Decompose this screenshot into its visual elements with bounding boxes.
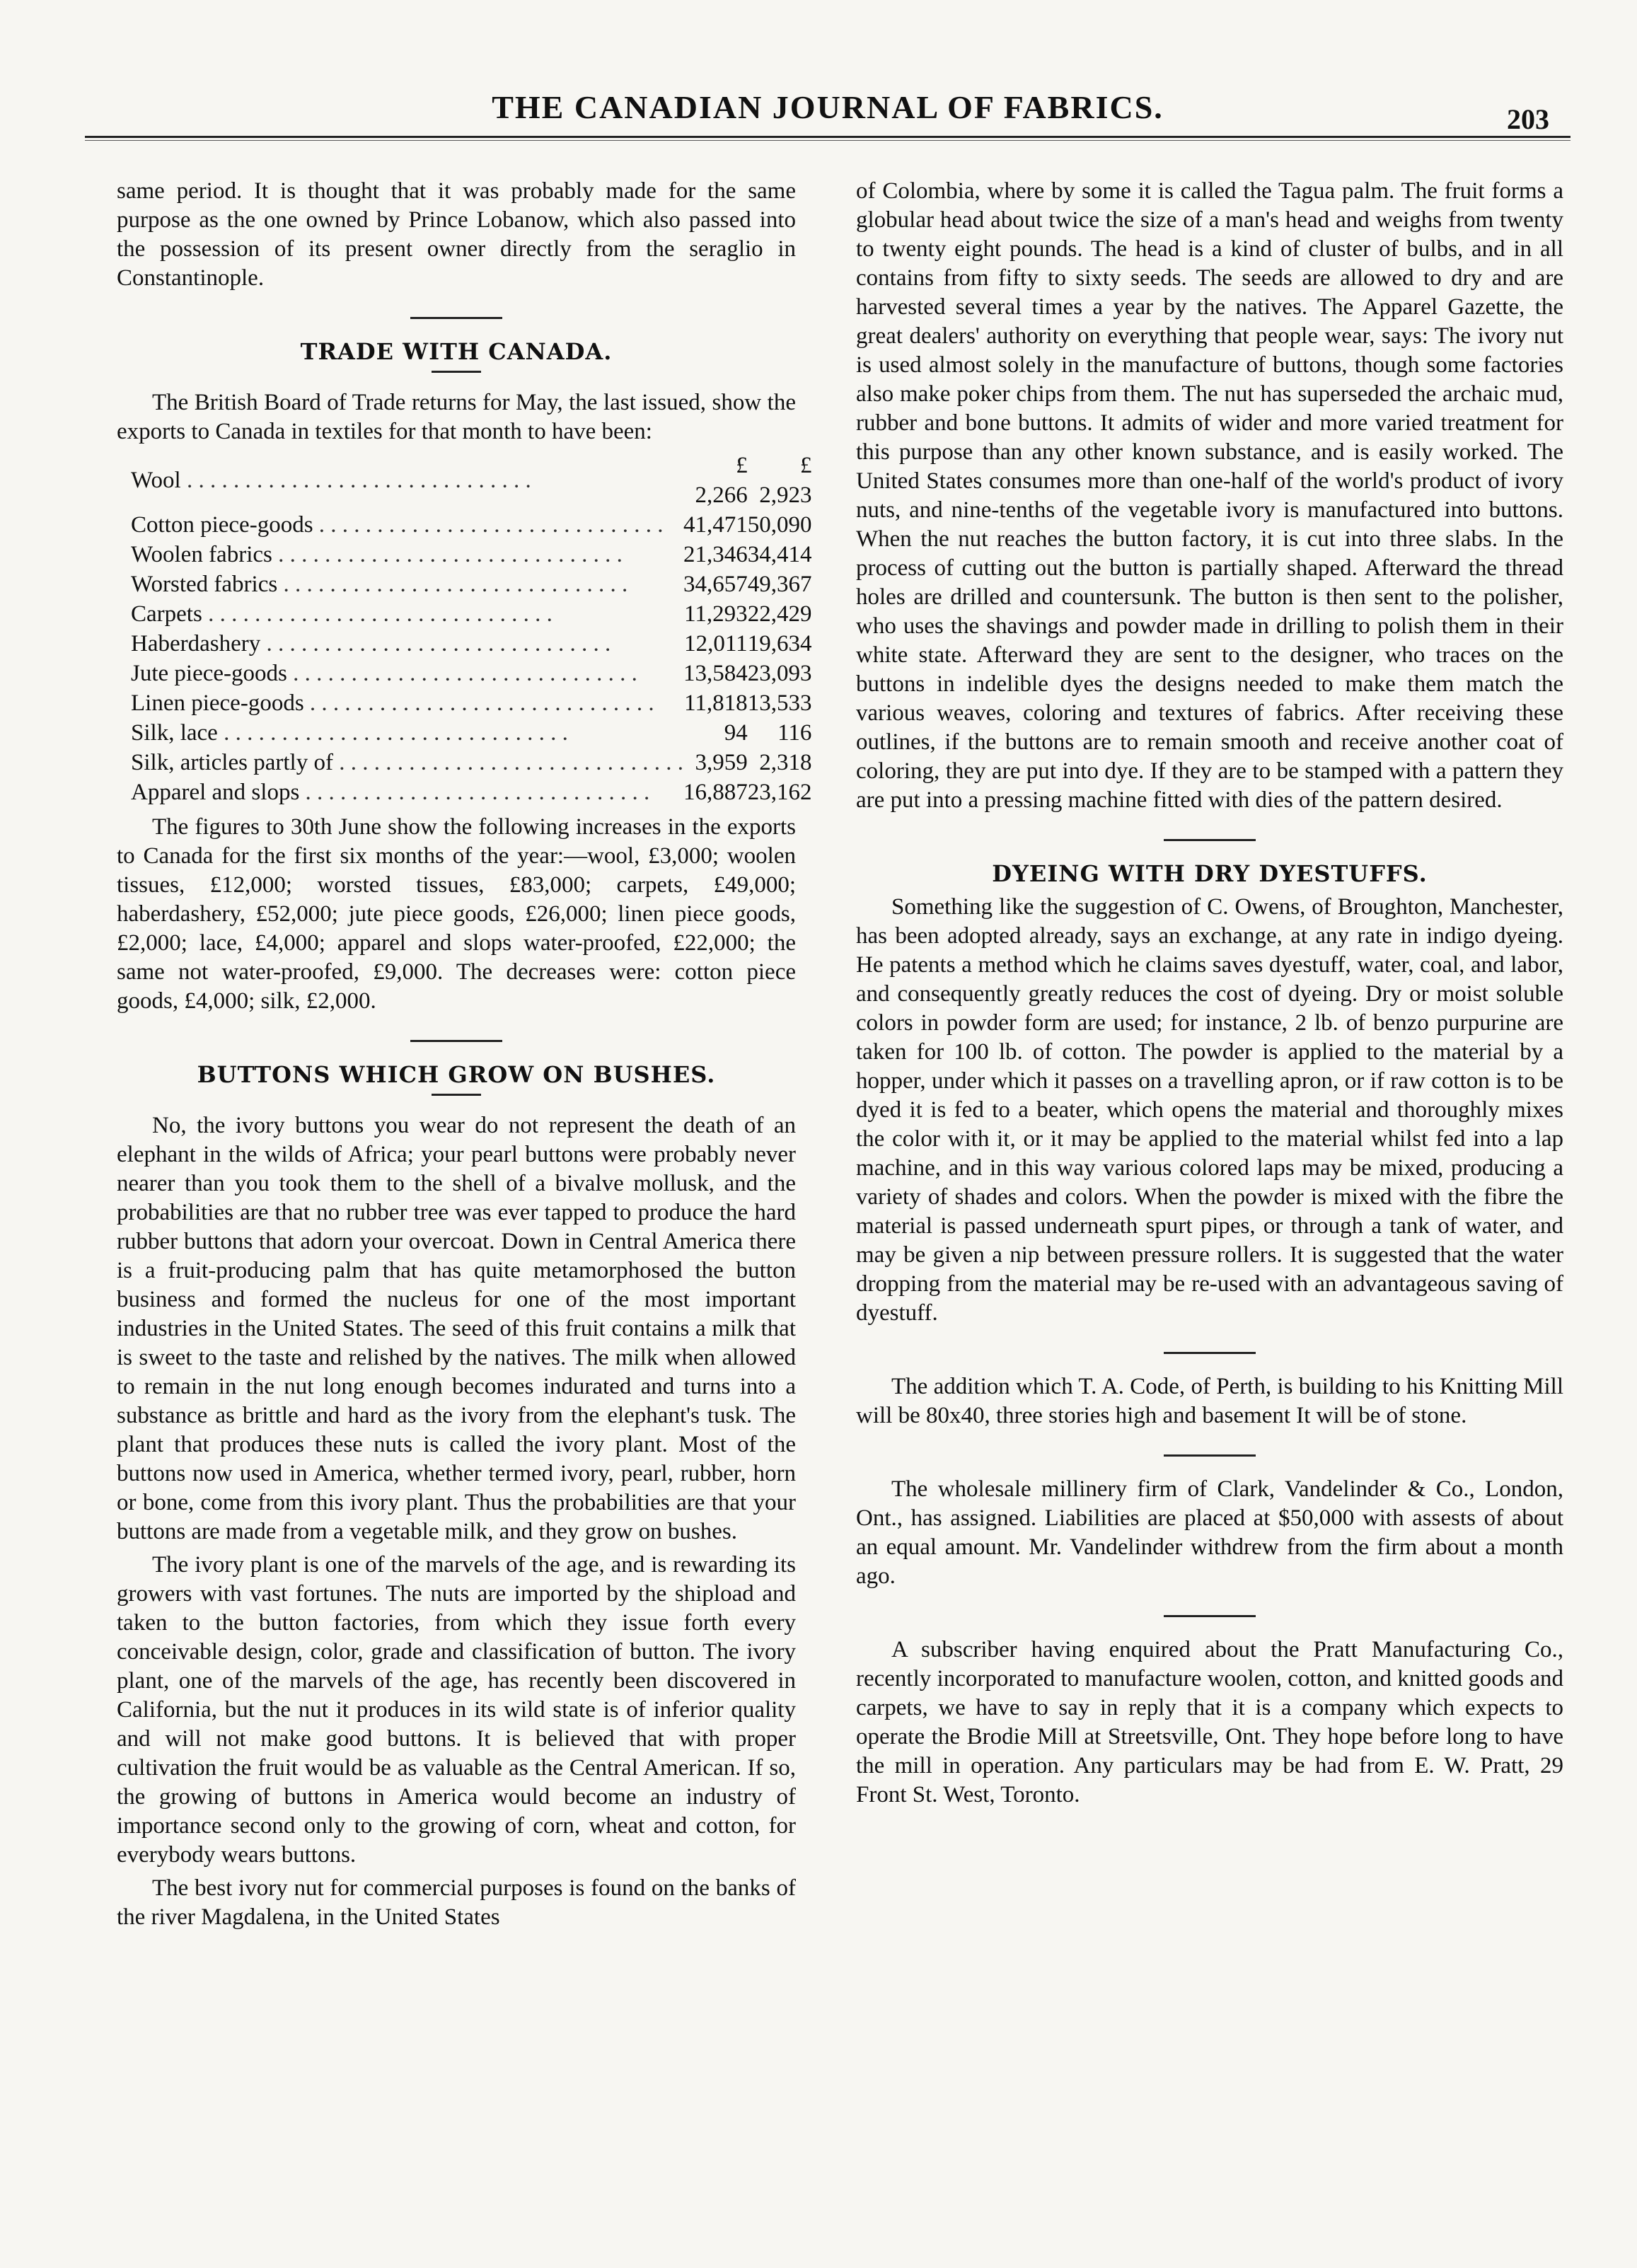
leader-dots: . . . . . . . . . . . . . . . . . . . . . . . . . . . . . .	[299, 780, 650, 805]
value-second: 13,533	[747, 690, 812, 716]
trade-figures: The figures to 30th June show the following increases in the exports to Canada for the first six months of the year:—wool, £3,000; woolen tissues, £12,000; worsted tissues, £83,000; carpets, £49,000; haberdashery, £52,000; jute piece goods, £26,000; linen piece goods, £2,000; lace, £4,000; apparel and slops water-proofed, £22,000; the same not water-proofed, £9,000. The decreases were: cotton piece goods, £4,000; silk, £2,000.	[117, 814, 796, 1014]
leader-dots: . . . . . . . . . . . . . . . . . . . . . . . . . . . . . .	[180, 468, 531, 493]
item-name: Worsted fabrics . . . . . . . . . . . . . . . . . . . . . . . . . . . . . .	[131, 572, 628, 597]
value-second: 50,090	[747, 512, 812, 538]
intro-paragraph: same period. It is thought that it was probably made for the same purpose as the one owned by Prince Lobanow, which also passed into the possession of its present owner directly from the seraglio in Constantinople.	[117, 178, 796, 291]
section-divider	[1164, 1352, 1256, 1354]
value-first: £ 2,266	[695, 453, 748, 508]
buttons-paragraph-3: The best ivory nut for commercial purposes is found on the banks of the river Magdalena, in the United States	[117, 1875, 796, 1930]
value-second: 2,318	[759, 750, 812, 775]
leader-dots: . . . . . . . . . . . . . . . . . . . . . . . . . . . . . .	[313, 512, 664, 538]
section-divider	[1164, 839, 1256, 841]
section-divider	[410, 317, 502, 319]
value-first: 13,584	[683, 661, 748, 686]
item-name: Silk, lace . . . . . . . . . . . . . . . . . . . . . . . . . . . . . .	[131, 720, 568, 746]
heading-rule	[432, 1094, 481, 1096]
table-row	[131, 451, 811, 510]
exports-table	[131, 451, 811, 807]
header-rule	[85, 136, 1571, 141]
continuation-paragraph: of Colombia, where by some it is called the Tagua palm. The fruit forms a globular head about twice the size of a man's head and weighs from twenty to twenty eight pounds. The head is a kind of cluster of bulbs, and in all contains from fifty to sixty seeds. The seeds are allowed to dry and are harvested several times a year by the natives. The Apparel Gazette, the great dealers' authority on everything that people wear, says: The ivory nut is used almost solely in the manufacture of buttons, though some factories also make poker chips from them. The nut has superseded the archaic mud, rubber and bone buttons. It admits of wider and more varied treatment for this purpose than any other known substance, and is easily worked. The United States consumes more than one-half of the world's product of ivory nuts, and nine-tenths of the vegetable ivory is manufactured into buttons. When the nut reaches the button factory, it is cut into three slabs. In the process of cutting out the button is partially shaped. Afterward the thread holes are drilled and countersunk. The button is then sent to the polisher, who uses the shavings and powder made in drilling to polish them in their white state. Afterward they are sent to the designer, who traces on the buttons in indelible dyes the designs needed to make them match the various weaves, coloring and textures of fabrics. After receiving these outlines, if the buttons are to remain smooth and receive another coat of coloring, they are put into dye. If they are to be stamped with a pattern they are put into a pressing machine fitted with dies of the pattern desired.	[856, 178, 1563, 813]
buttons-heading: BUTTONS WHICH GROW ON BUSHES.	[197, 1061, 716, 1088]
leader-dots: . . . . . . . . . . . . . . . . . . . . . . . . . . . . . .	[202, 601, 553, 627]
right-column	[856, 177, 1563, 1814]
leader-dots: . . . . . . . . . . . . . . . . . . . . . . . . . . . . . .	[260, 631, 611, 656]
section-divider	[1164, 1615, 1256, 1617]
value-second: 22,429	[747, 601, 812, 627]
section-divider	[410, 1040, 502, 1042]
value-first: 21,346	[683, 542, 748, 567]
page-header	[85, 85, 1571, 163]
item-name: Jute piece-goods . . . . . . . . . . . . . . . . . . . . . . . . . . . . . .	[131, 661, 637, 686]
dyeing-paragraph: Something like the suggestion of C. Owens, of Broughton, Manchester, has been adopted already, says an exchange, at any rate in indigo dyeing. He patents a method which he claims saves dyestuff, water, coal, and labor, and consequently greatly reduces the cost of dyeing. Dry or moist soluble colors in powder form are used; for instance, 2 lb. of benzo purpurine are taken for 100 lb. of cotton. The powder is applied to the material by a hopper, under which it passes on a travelling apron, or if raw cotton is to be dyed it is fed to a beater, which opens the material and thoroughly mixes the color with it, or it may be applied to the material whilst fed into a lap machine, and in this way various colored laps may be mixed, producing a variety of shades and colors. When the powder is mixed with the fibre the material is passed underneath spurt pipes, or through a tank of water, and may be given a nip between pressure rollers. It is suggested that the water dropping from the material may be re-used with an advantageous saving of dyestuff.	[856, 894, 1563, 1326]
leader-dots: . . . . . . . . . . . . . . . . . . . . . . . . . . . . . .	[277, 572, 628, 597]
dyeing-heading: DYEING WITH DRY DYESTUFFS.	[992, 860, 1428, 887]
buttons-paragraph-2: The ivory plant is one of the marvels of the age, and is rewarding its growers with vast fortunes. The nuts are imported by the shipload and taken to the button factories, from which they issue forth every conceivable design, color, grade and classification of button. The ivory plant, one of the marvels of the age, has recently been discovered in California, but the nut it produces in its wild state is of inferior quality and will not make good buttons. It is believed that with proper cultivation the fruit would be as valuable as the Central American. If so, the growing of buttons in America would become an industry of importance second only to the growing of corn, wheat and cotton, for everybody wears buttons.	[117, 1552, 796, 1868]
table-row	[131, 510, 811, 540]
table-row	[131, 629, 811, 659]
value-second: 23,093	[747, 661, 812, 686]
note-clark-vandelinder: The wholesale millinery firm of Clark, Vandelinder & Co., London, Ont., has assigned. Liabilities are placed at $50,000 with assests of about an equal amount. Mr. Vandelinder withdrew from the firm about a month ago.	[856, 1476, 1563, 1589]
value-second: 49,367	[747, 572, 812, 597]
value-first: 34,657	[683, 572, 748, 597]
item-name: Haberdashery . . . . . . . . . . . . . . . . . . . . . . . . . . . . . .	[131, 631, 611, 656]
leader-dots: . . . . . . . . . . . . . . . . . . . . . . . . . . . . . .	[303, 690, 654, 716]
value-first: 16,887	[683, 780, 748, 805]
buttons-paragraph-1: No, the ivory buttons you wear do not represent the death of an elephant in the wilds of Africa; your pearl buttons were probably never nearer than you took them to the shell of a bivalve mollusk, and the probabilities are that no rubber tree was ever tapped to produce the hard rubber buttons that adorn your overcoat. Down in Central America there is a fruit-producing palm that has quite metamorphosed the button business and formed the nucleus for one of the most important industries in the United States. The seed of this fruit contains a milk that is sweet to the taste and relished by the natives. The milk when allowed to remain in the nut long enough becomes indurated and turns into a substance as brittle and hard as the ivory from the elephant's tusk. The plant that produces these nuts is called the ivory plant. Most of the buttons now used in America, whether termed ivory, pearl, rubber, horn or bone, come from this ivory plant. Thus the probabilities are that your buttons are made from a vegetable milk, and they grow on bushes.	[117, 1113, 796, 1544]
leader-dots: . . . . . . . . . . . . . . . . . . . . . . . . . . . . . .	[272, 542, 623, 567]
item-name: Cotton piece-goods . . . . . . . . . . . . . . . . . . . . . . . . . . . . . .	[131, 512, 664, 538]
value-first: 11,818	[684, 690, 748, 716]
note-code-knitting-mill: The addition which T. A. Code, of Perth, is building to his Knitting Mill will be 80x40, three stories high and basement It will be of stone.	[856, 1374, 1563, 1428]
trade-heading: TRADE WITH CANADA.	[300, 338, 613, 365]
item-name: Linen piece-goods . . . . . . . . . . . . . . . . . . . . . . . . . . . . . .	[131, 690, 654, 716]
leader-dots: . . . . . . . . . . . . . . . . . . . . . . . . . . . . . .	[287, 661, 637, 686]
table-row	[131, 540, 811, 569]
table-row	[131, 718, 811, 748]
section-divider	[1164, 1454, 1256, 1457]
value-first: 12,011	[684, 631, 748, 656]
page-number: 203	[1507, 103, 1549, 135]
value-first: 94	[724, 720, 748, 746]
table-row	[131, 748, 811, 777]
value-first: 3,959	[695, 750, 748, 775]
table-row	[131, 569, 811, 599]
item-name: Woolen fabrics . . . . . . . . . . . . . . . . . . . . . . . . . . . . . .	[131, 542, 623, 567]
table-row	[131, 599, 811, 629]
heading-rule	[432, 371, 481, 373]
journal-title: THE CANADIAN JOURNAL OF FABRICS.	[492, 89, 1164, 125]
value-first: 11,293	[684, 601, 748, 627]
leader-dots: . . . . . . . . . . . . . . . . . . . . . . . . . . . . . .	[332, 750, 683, 775]
item-name: Wool . . . . . . . . . . . . . . . . . . . . . . . . . . . . . .	[131, 468, 531, 493]
leader-dots: . . . . . . . . . . . . . . . . . . . . . . . . . . . . . .	[217, 720, 568, 746]
item-name: Apparel and slops . . . . . . . . . . . . . . . . . . . . . . . . . . . . . .	[131, 780, 650, 805]
table-row	[131, 688, 811, 718]
left-column	[117, 177, 812, 1936]
value-second: 23,162	[747, 780, 812, 805]
item-name: Silk, articles partly of . . . . . . . . . . . . . . . . . . . . . . . . . . . . . .	[131, 750, 683, 775]
item-name: Carpets . . . . . . . . . . . . . . . . . . . . . . . . . . . . . .	[131, 601, 553, 627]
value-second: 19,634	[747, 631, 812, 656]
table-row	[131, 777, 811, 807]
trade-intro: The British Board of Trade returns for May, the last issued, show the exports to Canada in textiles for that month to have been:	[117, 390, 796, 444]
table-row	[131, 659, 811, 688]
value-second: £ 2,923	[759, 453, 812, 508]
value-second: 116	[777, 720, 812, 746]
note-pratt-manufacturing: A subscriber having enquired about the Pratt Manufacturing Co., recently incorporated to manufacture woolen, cotton, and knitted goods and carpets, we have to say in reply that it is a company which expects to operate the Brodie Mill at Streetsville, Ont. They hope before long to have the mill in operation. Any particulars may be had from E. W. Pratt, 29 Front St. West, Toronto.	[856, 1637, 1563, 1807]
value-second: 34,414	[747, 542, 812, 567]
value-first: 41,471	[683, 512, 748, 538]
